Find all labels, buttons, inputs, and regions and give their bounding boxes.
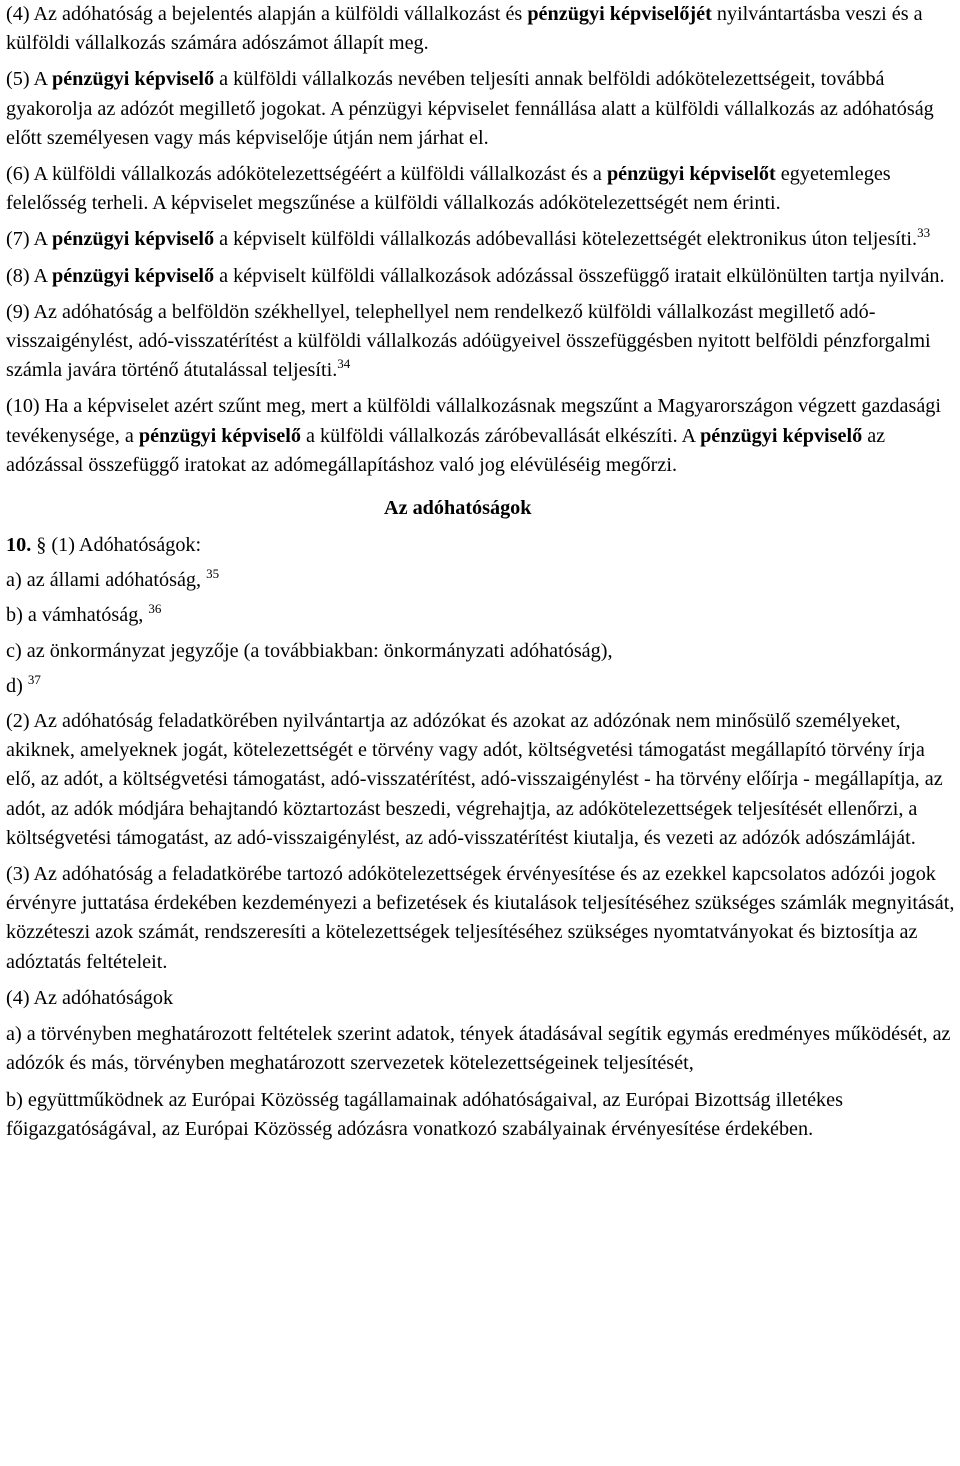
text-run: d) <box>6 674 28 697</box>
list-item-a <box>6 566 956 595</box>
paragraph-p7 <box>6 225 956 254</box>
section-heading: Az adóhatóságok <box>384 497 532 520</box>
text-run: a képviselt külföldi vállalkozások adózással összefüggő iratait elkülönülten tartja nyilván. <box>214 264 945 287</box>
text-run: (9) Az adóhatóság a belföldön székhellyel, telephellyel nem rendelkező külföldi vállalkozást megillető adó-visszaigénylést, adó-visszatérítést a külföldi vállalkozás adóügyeivel összefüggésben nyitott belföldi pénzforgalmi számla javára történő átutalással teljesíti. <box>6 300 931 382</box>
paragraph-s10p3 <box>6 860 956 977</box>
paragraph-group-section-9 <box>6 0 956 480</box>
authority-list <box>6 566 956 701</box>
paragraph-p6 <box>6 160 956 218</box>
text-run: a) a törvényben meghatározott feltételek szerint adatok, tények átadásával segítik egymás eredményes működését, az adózók és más, törvényben meghatározott szervezetek kötelezettségeinek teljesítését, <box>6 1023 951 1075</box>
section-symbol: § <box>36 534 47 557</box>
bold-term: pénzügyi képviselőt <box>606 163 776 186</box>
footnote-marker: 37 <box>27 671 41 687</box>
text-run: (4) Az adóhatóságok <box>6 986 174 1009</box>
bold-term: pénzügyi képviselőjét <box>527 3 712 25</box>
bold-term: pénzügyi képviselő <box>51 228 215 251</box>
section-intro-text: (1) Adóhatóságok: <box>46 534 202 557</box>
text-run: c) az önkormányzat jegyzője (a továbbiakban: önkormányzati adóhatóság), <box>6 639 613 662</box>
text-run: (6) A külföldi vállalkozás adókötelezettségéért a külföldi vállalkozást és a <box>6 163 607 186</box>
bold-term: pénzügyi képviselő <box>51 68 215 91</box>
paragraph-s10p4b <box>6 1086 956 1144</box>
paragraph-group-section-10 <box>6 707 956 1144</box>
section-number: 10. <box>6 534 32 557</box>
footnote-marker: 36 <box>148 601 162 617</box>
list-item-b <box>6 601 956 630</box>
paragraph-p5 <box>6 65 956 153</box>
footnote-marker: 33 <box>917 225 931 241</box>
section-10-intro <box>6 531 956 560</box>
text-run: a képviselt külföldi vállalkozás adóbevallási kötelezettségét elektronikus úton teljesíti. <box>214 228 918 251</box>
paragraph-s10p4a <box>6 1020 956 1078</box>
text-run: a külföldi vállalkozás záróbevallását elkészíti. A <box>300 424 701 447</box>
paragraph-p8 <box>6 262 956 291</box>
bold-term: pénzügyi képviselő <box>700 424 863 447</box>
text-run: (4) Az adóhatóság a bejelentés alapján a külföldi vállalkozást és <box>6 3 528 25</box>
paragraph-p4 <box>6 0 956 58</box>
footnote-marker: 35 <box>206 566 220 582</box>
text-run: (7) A <box>6 228 52 251</box>
text-run: (5) A <box>6 68 52 91</box>
bold-term: pénzügyi képviselő <box>138 424 301 447</box>
paragraph-p10 <box>6 392 956 480</box>
text-run: nyilvántartásba veszi és a külföldi vállalkozás számára adószámot állapít meg. <box>6 3 923 55</box>
text-run: az adózással összefüggő iratokat az adómegállapításhoz való jog elévüléséig megőrzi. <box>6 424 886 476</box>
text-run: a) az állami adóhatóság, <box>6 569 207 592</box>
text-run: b) a vámhatóság, <box>6 604 149 627</box>
paragraph-s10p4 <box>6 984 956 1013</box>
footnote-marker: 34 <box>337 356 351 372</box>
text-run: (3) Az adóhatóság a feladatkörébe tartozó adókötelezettségek érvényesítése és az ezekkel kapcsolatos adózói jogok érvényre juttatása érdekében kezdeményezi a befizetések és kiutalások teljesítéséhez szükséges számlák megnyitását, közzéteszi azok számát, rendszeresíti a kötelezettségek teljesítéséhez szükséges nyomtatványokat és biztosítja az adóztatás feltételeit. <box>6 863 955 973</box>
text-run: egyetemleges felelősség terheli. A képviselet megszűnése a külföldi vállalkozás adókötelezettségét nem érinti. <box>6 163 891 215</box>
paragraph-p9 <box>6 298 956 386</box>
list-item-d <box>6 672 956 701</box>
list-item-c <box>6 637 956 666</box>
text-run: a külföldi vállalkozás nevében teljesíti annak belföldi adókötelezettségeit, továbbá gyakorolja az adózót megillető jogokat. A pénzügyi képviselet fennállása alatt a külföldi vállalkozás az adóhatóság előtt személyesen vagy más képviselője útján nem járhat el. <box>6 68 934 149</box>
text-run: (10) Ha a képviselet azért szűnt meg, mert a külföldi vállalkozásnak megszűnt a Magyarországon végzett gazdasági tevékenysége, a <box>6 395 941 447</box>
bold-term: pénzügyi képviselő <box>51 264 215 287</box>
text-run: b) együttműködnek az Európai Közösség tagállamainak adóhatóságaival, az Európai Bizottság illetékes főigazgatóságával, az Európai Közösség adózásra vonatkozó szabályainak érvényesítése érdekében. <box>6 1088 843 1140</box>
text-run: (2) Az adóhatóság feladatkörében nyilvántartja az adózókat és azokat az adózónak nem minősülő személyeket, akiknek, amelyeknek jogát, kötelezettségét e törvény vagy adót, költségvetési támogatást megállapító törvény írja elő, az adót, a költségvetési támogatást, adó-visszatérítést, adó-visszaigénylést - ha törvény előírja - megállapítja, az adót, az adók módjára behajtandó köztartozást beszedi, végrehajtja, az adókötelezettségek teljesítését ellenőrzi, a költségvetési támogatást, az adó-visszaigénylést, az adó-visszatérítést kiutalja, és vezeti az adózók adószámláját. <box>6 710 943 849</box>
text-run: (8) A <box>6 264 52 287</box>
paragraph-s10p2 <box>6 707 956 853</box>
